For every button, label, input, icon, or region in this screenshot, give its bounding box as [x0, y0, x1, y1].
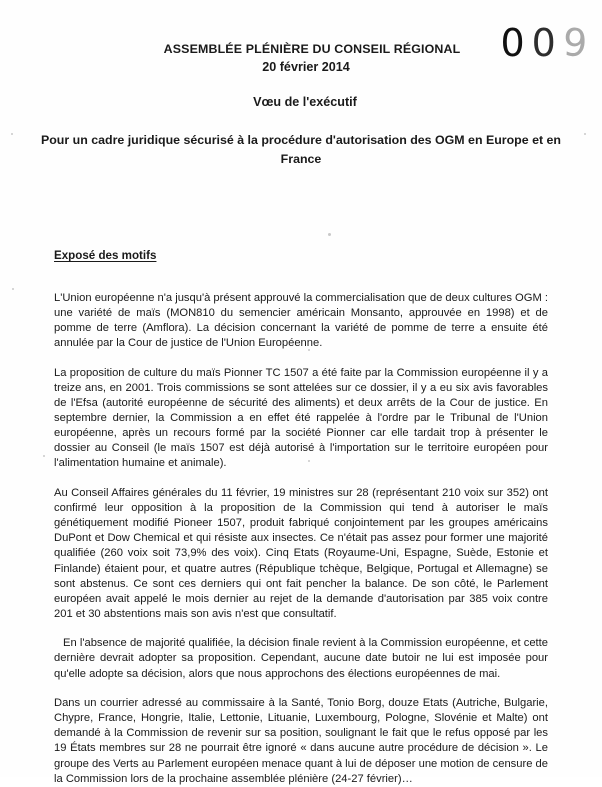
document-header — [0, 41, 602, 76]
folio-digit-2: 0 — [531, 21, 563, 65]
assembly-title: ASSEMBLÉE PLÉNIÈRE DU CONSEIL RÉGIONAL — [163, 42, 461, 56]
body-paragraph: La proposition de culture du maïs Pionner TC 1507 a été faite par la Commission européenne il y a treize ans, en 2001. Trois commissions se sont attelées sur ce dossier, il y a eu six avis favorables de l'Efsa (autorité européenne de sécurité des aliments) et deux arrêts de la Cour de justice. En septembre dernier, la Commission a en effet été rappelée à l'ordre par le Tribunal de l'Union européenne, après un recours formé par la société Pionner car elle tardait trop à présenter le dossier au Conseil (le maïs 1507 est déjà autorisé à l'importation sur le territoire européen pour l'alimentation humaine et animale). — [54, 366, 548, 470]
scan-artifact — [328, 233, 331, 236]
scan-artifact — [584, 133, 586, 135]
scan-artifact — [12, 288, 14, 290]
body-paragraph: Dans un courrier adressé au commissaire à la Santé, Tonio Borg, douze Etats (Autriche, Bulgarie, Chypre, France, Hongrie, Italie, Lettonie, Lituanie, Luxembourg, Pologne, Slovénie et Malte) ont demandé à la Commission de revenir sur sa position, soulignant le fait que le refus opposé par les 19 États membres sur 28 ne pourrait être ignoré « dans aucune autre procédure de décision ». Le groupe des Verts au Parlement européen menace quant à lui de déposer une motion de censure de la Commission lors de la prochaine assemblée plénière (24-27 février)… — [54, 697, 548, 785]
section-heading-expose-des-motifs: Exposé des motifs — [54, 249, 157, 262]
folio-digit-1: 0 — [500, 21, 532, 65]
scan-artifact — [11, 133, 13, 135]
page-title: Pour un cadre juridique sécurisé à la procédure d'autorisation des OGM en Europe et en France — [40, 133, 562, 166]
scan-artifact — [43, 455, 45, 457]
session-date: 20 février 2014 — [262, 60, 350, 74]
folio-digit-3: 9 — [561, 20, 596, 66]
body-paragraph: Au Conseil Affaires générales du 11 février, 19 ministres sur 28 (représentant 210 voix sur 352) ont confirmé leur opposition à la proposition de la Commission qui tend à autoriser le maïs génétiquement modifié Pioneer 1507, produit fabriqué conjointement par les groupes américains DuPont et Dow Chemical et qui résiste aux insectes. Ce n'était pas assez pour former une majorité qualifiée (260 voix soit 73,9% des voix). Cinq Etats (Royaume-Uni, Espagne, Suède, Estonie et Finlande) étaient pour, et quatre autres (République tchèque, Belgique, Portugal et Allemagne) se sont abstenus. Ce sont ces derniers qui ont fait pencher la balance. De son côté, le Parlement européen avait appelé le mois dernier au rejet de la demande d'autorisation par 385 voix contre 201 et 30 abstentions mais son avis n'est que consultatif. — [54, 487, 548, 620]
document-body — [54, 291, 548, 787]
body-paragraph: En l'absence de majorité qualifiée, la décision finale revient à la Commission européenne, et cette dernière devrait adopter sa proposition. Cependant, aucune date butoir ne lui est imposée pour qu'elle adopte sa décision, alors que nous approchons des élections européennes de mai. — [54, 637, 548, 680]
body-paragraph: L'Union européenne n'a jusqu'à présent approuvé la commercialisation que de deux cultures OGM : une variété de maïs (MON810 du semencier américain Monsanto, approuvée en 1998) et de pomme de terre (Amflora). La décision concernant la variété de pomme de terre a ensuite été annulée par la Cour de justice de l'Union Européenne. — [54, 292, 548, 350]
document-subject-label: Vœu de l'exécutif — [253, 95, 357, 109]
